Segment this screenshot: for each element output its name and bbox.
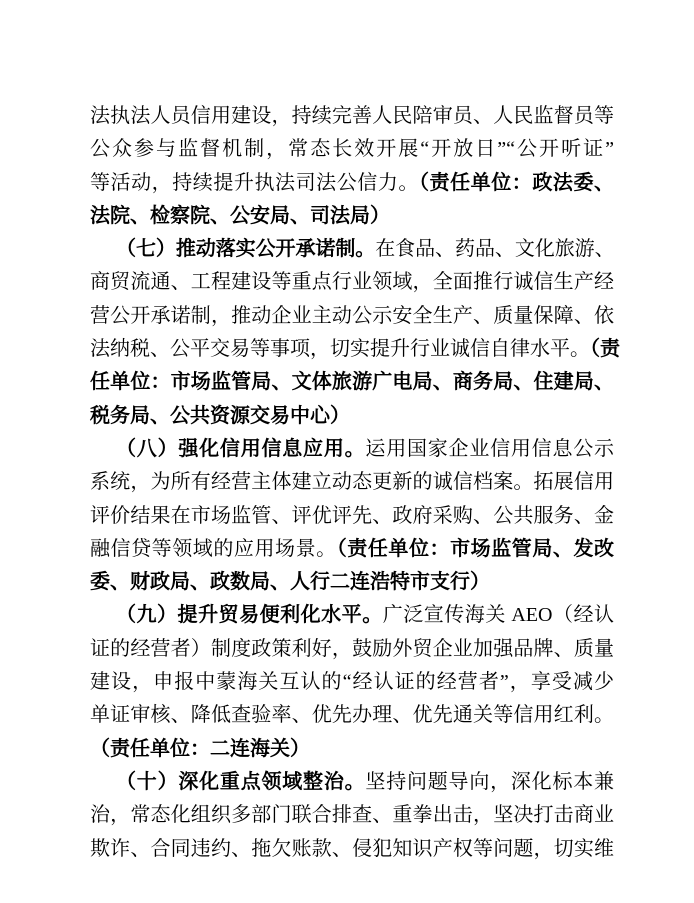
body-text: 等活动，持续提升执法司法公信力。 — [90, 171, 419, 194]
text-line — [90, 167, 614, 200]
body-text: 在食品、药品、文化旅游、 — [375, 238, 614, 261]
text-line — [90, 699, 614, 732]
text-line — [90, 733, 614, 766]
text-line — [90, 366, 614, 399]
body-text: 商贸流通、工程建设等重点行业领域，全面推行诚信生产经 — [90, 271, 614, 294]
responsible-unit-text: 委、财政局、政数局、人行二连浩特市支行） — [90, 571, 490, 594]
responsible-unit-text: （责任单位：二连海关） — [90, 737, 310, 760]
section-heading-text: （七）推动落实公开承诺制。 — [116, 238, 376, 261]
text-line — [90, 200, 614, 233]
text-line — [90, 533, 614, 566]
text-line — [90, 799, 614, 832]
section-heading-text: （八）强化信用信息应用。 — [116, 437, 366, 460]
body-text: 治，常态化组织多部门联合排查、重拳出击，坚决打击商业 — [90, 804, 614, 827]
body-text: 运用国家企业信用信息公示 — [365, 437, 615, 460]
text-line — [90, 566, 614, 599]
responsible-unit-text: 税务局、公共资源交易中心） — [90, 404, 350, 427]
responsible-unit-text: （责任单位：政法委、 — [418, 171, 615, 194]
body-text: 系统，为所有经营主体建立动态更新的诚信档案。拓展信用 — [90, 471, 614, 494]
body-text: 融信贷等领域的应用场景。 — [90, 537, 337, 560]
body-text: 坚持问题导向，深化标本兼 — [365, 770, 615, 793]
text-line — [90, 666, 614, 699]
text-line — [90, 100, 614, 133]
text-line — [90, 333, 620, 366]
body-text: 广泛宣传海关 AEO（经认 — [382, 604, 615, 627]
body-text: 单证审核、降低查验率、优先办理、优先通关等信用红利。 — [90, 704, 614, 727]
responsible-unit-text: 任单位：市场监管局、文体旅游广电局、商务局、住建局、 — [90, 371, 614, 394]
body-text: 营公开承诺制，推动企业主动公示安全生产、质量保障、依 — [90, 304, 614, 327]
body-text: 法纳税、公平交易等事项，切实提升行业诚信自律水平。 — [90, 338, 590, 361]
text-line — [90, 300, 614, 333]
text-line — [90, 500, 614, 533]
text-line — [90, 266, 614, 299]
text-line — [90, 599, 614, 632]
text-line — [90, 133, 614, 166]
body-text: 建设，申报中蒙海关互认的“经认证的经营者”，享受减少 — [90, 671, 614, 694]
text-line — [90, 833, 614, 866]
body-text: 评价结果在市场监管、评优评先、政府采购、公共服务、金 — [90, 504, 614, 527]
section-heading-text: （九）提升贸易便利化水平。 — [116, 604, 383, 627]
responsible-unit-text: （责任单位：市场监管局、发改 — [336, 537, 615, 560]
body-text: 证的经营者）制度政策利好，鼓励外贸企业加强品牌、质量 — [90, 637, 614, 660]
body-text: 法执法人员信用建设，持续完善人民陪审员、人民监督员等 — [90, 105, 614, 127]
body-text: 公众参与监督机制，常态长效开展“开放日”“公开听证” — [90, 138, 614, 161]
text-line — [90, 233, 614, 266]
text-line — [90, 466, 614, 499]
text-line — [90, 433, 614, 466]
document-body — [90, 100, 620, 866]
responsible-unit-text: （责 — [590, 338, 620, 361]
text-line — [90, 766, 614, 799]
body-text: 欺诈、合同违约、拖欠账款、侵犯知识产权等问题，切实维 — [90, 837, 614, 860]
text-line — [90, 400, 614, 433]
section-heading-text: （十）深化重点领域整治。 — [116, 770, 366, 793]
text-line — [90, 633, 614, 666]
responsible-unit-text: 法院、检察院、公安局、司法局） — [90, 204, 390, 227]
